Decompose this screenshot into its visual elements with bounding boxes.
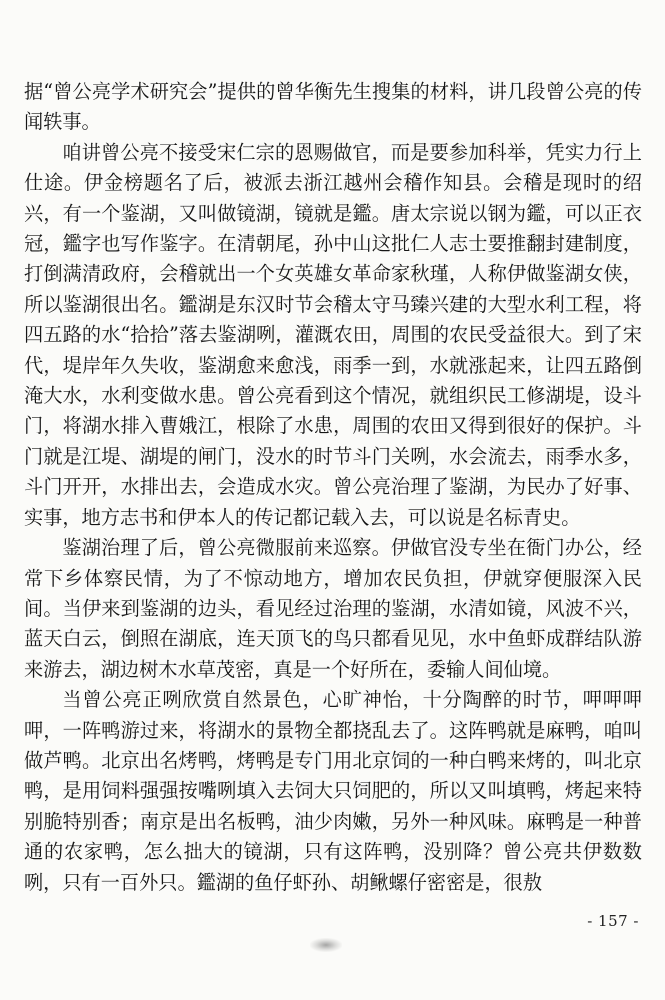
paragraph-3: 鉴湖治理了后，曾公亮微服前来巡察。伊做官没专坐在衙门办公，经常下乡体察民情，为了不惊动地方，增加农民负担，伊就穿便服深入民间。当伊来到鉴湖的边头，看见经过治理的鉴湖，水清如镜，风波不兴，蓝天白云，倒照在湖底，连天顶飞的鸟只都看见见，水中鱼虾成群结队游来游去，湖边树木水草茂密，真是一个好所在，委输人间仙境。 (24, 536, 642, 681)
body-text (24, 77, 642, 898)
scan-smudge (310, 938, 342, 952)
page-number: - 157 - (587, 912, 639, 930)
paragraph-2: 咱讲曾公亮不接受宋仁宗的恩赐做官，而是要参加科举，凭实力行上仕途。伊金榜题名了后，被派去浙江越州会稽作知县。会稽是现时的绍兴，有一个鉴湖，又叫做镜湖，镜就是鑑。唐太宗说以钢为鑑，可以正衣冠，鑑字也写作鉴字。在清朝尾，孙中山这批仁人志士要推翻封建制度，打倒满清政府，会稽就出一个女英雄女革命家秋瑾，人称伊做鉴湖女侠，所以鉴湖很出名。鑑湖是东汉时节会稽太守马臻兴建的大型水利工程，将四五路的水“拾拾”落去鉴湖咧，灌溉农田，周围的农民受益很大。到了宋代，堤岸年久失收，鉴湖愈来愈浅，雨季一到，水就涨起来，让四五路倒淹大水，水利变做水患。曾公亮看到这个情况，就组织民工修湖堤，设斗门，将湖水排入曹娥江，根除了水患，周围的农田又得到很好的保护。斗门就是江堤、湖堤的闸门，没水的时节斗门关咧，水会流去，雨季水多，斗门开开，水排出去，会造成水灾。曾公亮治理了鉴湖，为民办了好事、实事，地方志书和伊本人的传记都记载入去，可以说是名标青史。 (24, 140, 642, 529)
paragraph-4: 当曾公亮正咧欣赏自然景色，心旷神怡，十分陶醉的时节，呷呷呷呷，一阵鸭游过来，将湖水的景物全都挠乱去了。这阵鸭就是麻鸭，咱叫做芦鸭。北京出名烤鸭，烤鸭是专门用北京饲的一种白鸭来烤的，叫北京鸭，是用饲料强强按嘴咧填入去饲大只饲肥的，所以又叫填鸭，烤起来特别脆特别香；南京是出名板鸭，油少肉嫩，另外一种风味。麻鸭是一种普通的农家鸭，怎么拙大的镜湖，只有这阵鸭，没别降？曾公亮共伊数数咧，只有一百外只。鑑湖的鱼仔虾孙、胡鳅螺仔密密是，很敖 (24, 688, 642, 894)
paragraph-1: 据“曾公亮学术研究会”提供的曾华衡先生搜集的材料，讲几段曾公亮的传闻轶事。 (24, 80, 642, 134)
